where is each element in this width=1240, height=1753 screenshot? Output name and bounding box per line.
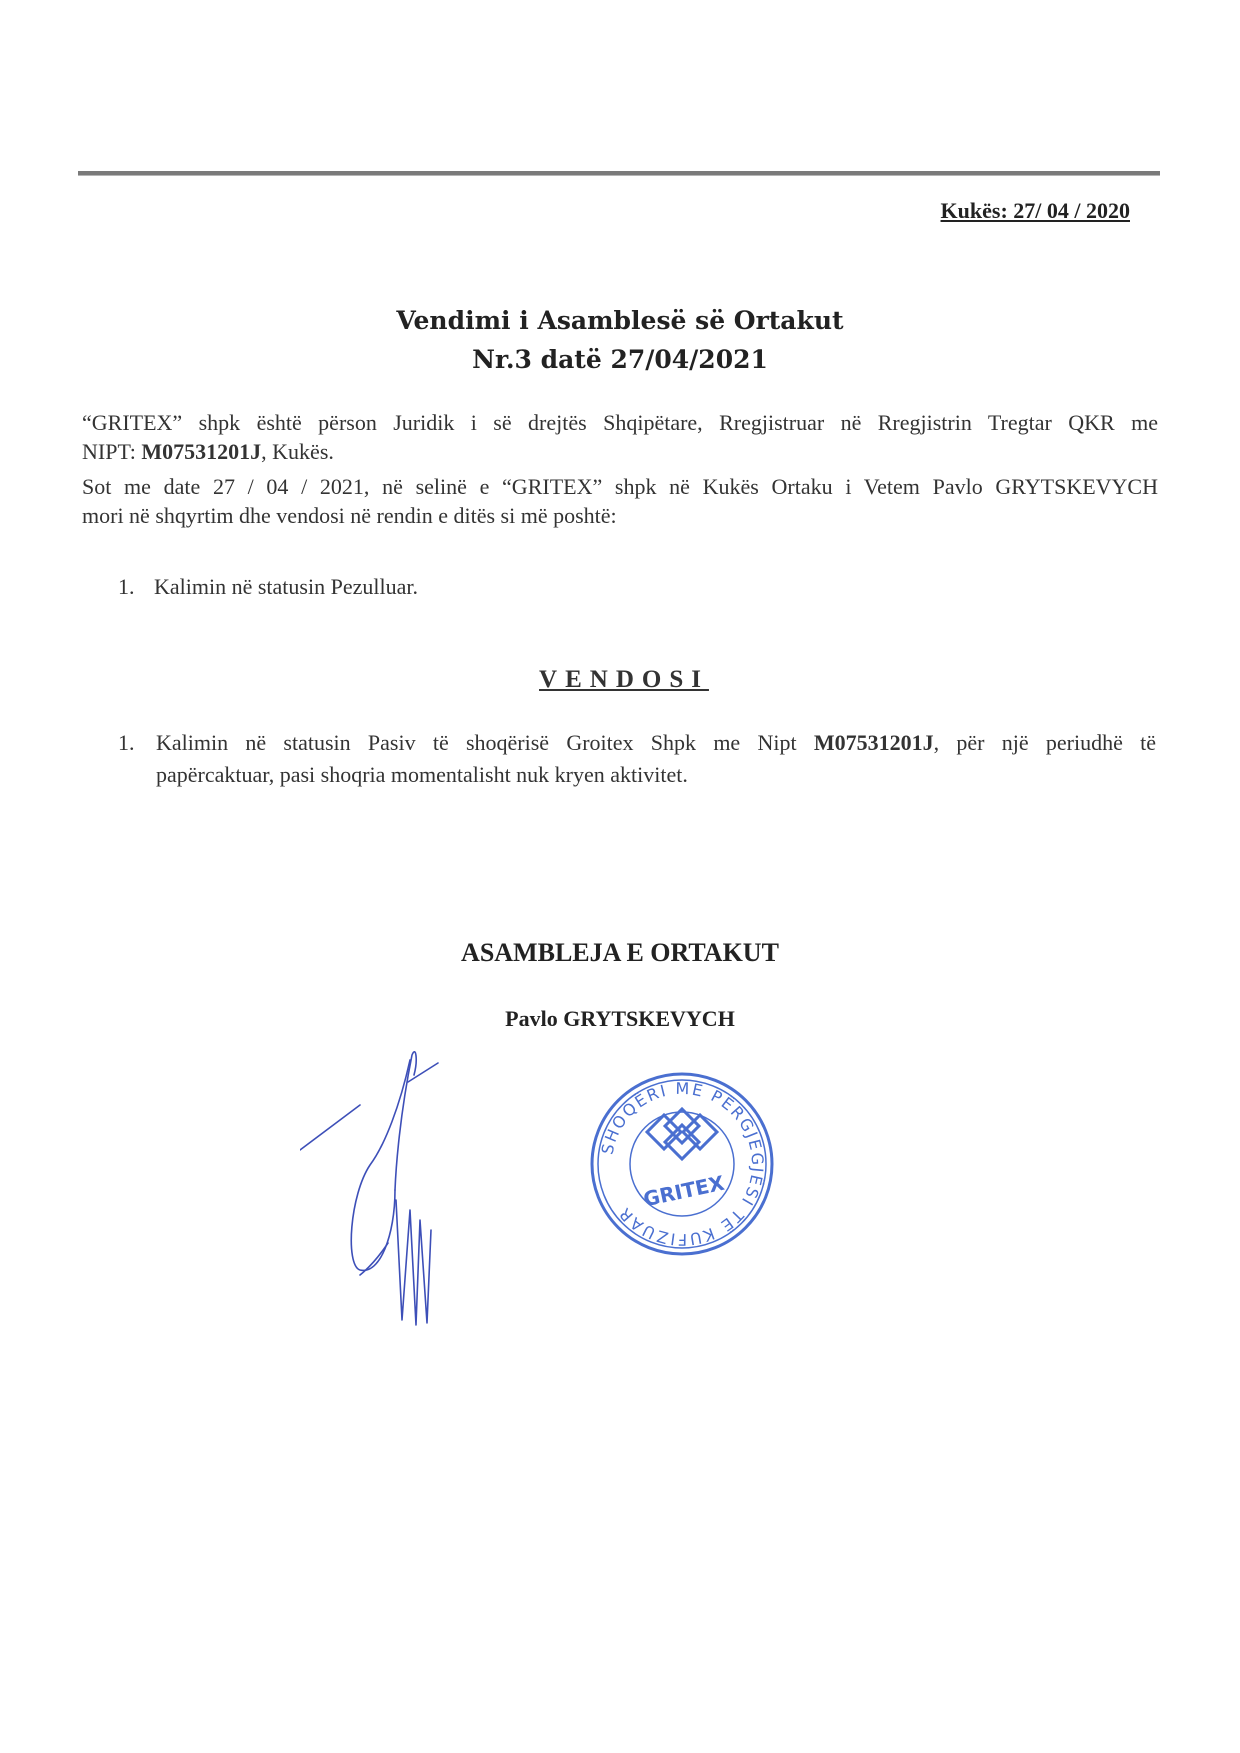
- stamp-company-name: GRITEX: [641, 1170, 727, 1212]
- signatory-name: Pavlo GRYTSKEVYCH: [505, 1006, 735, 1031]
- decision-item-nipt: M07531201J: [813, 730, 934, 755]
- intro-paragraph-line2: [82, 437, 1158, 466]
- decision-item-line2: papërcaktuar, pasi shoqria momentalisht nuk kryen aktivitet.: [156, 762, 688, 787]
- stamp-logo: [647, 1109, 717, 1159]
- assembly-heading: ASAMBLEJA E ORTAKUT: [461, 938, 779, 967]
- decision-item-line1: [156, 727, 1156, 759]
- decision-item-number: 1.: [118, 730, 135, 755]
- decision-item-pre: Kalimin në statusin Pasiv të shoqërisë Groitex Shpk me Nipt: [156, 730, 814, 755]
- company-stamp: [586, 1068, 778, 1260]
- meeting-paragraph-line2: mori në shqyrtim dhe vendosi në rendin e ditës si më poshtë:: [82, 503, 617, 528]
- agenda-item-number: 1.: [118, 574, 135, 599]
- meeting-paragraph-line1: Sot me date 27 / 04 / 2021, në selinë e “GRITEX” shpk në Kukës Ortaku i Vetem Pavlo GRYTSKEVYCH: [82, 474, 1158, 499]
- agenda-item: [118, 572, 418, 602]
- intro-end: , Kukës.: [261, 439, 334, 464]
- stamp-outer-ring: [592, 1074, 772, 1254]
- decision-heading: VENDOSI: [539, 666, 709, 693]
- intro-paragraph-line1: “GRITEX” shpk është përson Juridik i së drejtës Shqipëtare, Rregjistruar në Rregjistrin Tregtar QKR me: [82, 410, 1158, 435]
- agenda-item-text: Kalimin në statusin Pezulluar.: [154, 574, 418, 599]
- handwritten-signature: [300, 1005, 480, 1335]
- place-date: Kukës: 27/ 04 / 2020: [940, 198, 1130, 223]
- decision-item-post: , për një periudhë të: [933, 730, 1156, 755]
- decision-number: Nr.3 datë 27/04/2021: [472, 345, 768, 374]
- stamp-ring-text: SHOQËRI ME PËRGJEGJËSI TË KUFIZUAR: [597, 1078, 768, 1250]
- header-rule: [78, 171, 1160, 176]
- nipt-value: M07531201J: [141, 439, 262, 464]
- document-title: Vendimi i Asamblesë së Ortakut: [396, 306, 844, 335]
- nipt-label: NIPT:: [82, 439, 142, 464]
